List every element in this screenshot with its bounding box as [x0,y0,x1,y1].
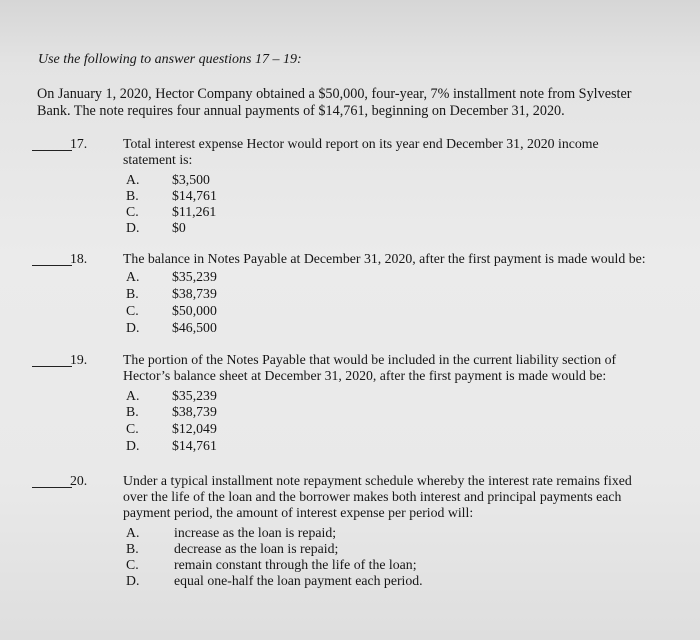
option-c: C. remain constant through the life of the loan; [126,557,417,572]
option-b: B. $14,761 [126,188,217,203]
option-a: A. $3,500 [126,172,210,187]
option-d: D. $0 [126,220,186,235]
question-18 [32,251,692,341]
instructions: Use the following to answer questions 17 – 19: [38,52,302,67]
question-17 [32,136,692,236]
option-b: B. $38,739 [126,286,217,301]
answer-blank-20[interactable] [32,473,72,488]
question-19 [32,352,692,452]
question-text: Total interest expense Hector would report on its year end December 31, 2020 income statement is: [123,136,599,168]
option-a: A. $35,239 [126,388,217,403]
intro-paragraph: On January 1, 2020, Hector Company obtained a $50,000, four-year, 7% installment note from Sylvester Bank. The note requires four annual payments of $14,761, beginning on December 31, 2020. [37,86,632,119]
option-a: A. increase as the loan is repaid; [126,525,337,540]
option-d: D. $14,761 [126,438,217,453]
option-d: D. equal one-half the loan payment each period. [126,573,423,588]
option-c: C. $11,261 [126,204,217,219]
question-number: 18. [70,251,88,266]
question-20 [32,473,692,598]
question-text: Under a typical installment note repayment schedule whereby the interest rate remains fixed over the life of the loan and the borrower makes both interest and principal payments each payment period, the amount of interest expense per period will: [123,473,632,521]
question-number: 20. [70,473,88,488]
question-number: 19. [70,352,88,367]
answer-blank-17[interactable] [32,136,72,151]
question-number: 17. [70,136,88,151]
answer-blank-19[interactable] [32,352,72,367]
option-c: C. $50,000 [126,303,217,318]
option-b: B. decrease as the loan is repaid; [126,541,339,556]
option-a: A. $35,239 [126,269,217,284]
question-text: The balance in Notes Payable at December 31, 2020, after the first payment is made would be: [123,251,646,266]
option-b: B. $38,739 [126,404,217,419]
answer-blank-18[interactable] [32,251,72,266]
option-c: C. $12,049 [126,421,217,436]
option-d: D. $46,500 [126,320,217,335]
question-text: The portion of the Notes Payable that would be included in the current liability section of Hector’s balance sheet at December 31, 2020, after the first payment is made would be: [123,352,617,384]
